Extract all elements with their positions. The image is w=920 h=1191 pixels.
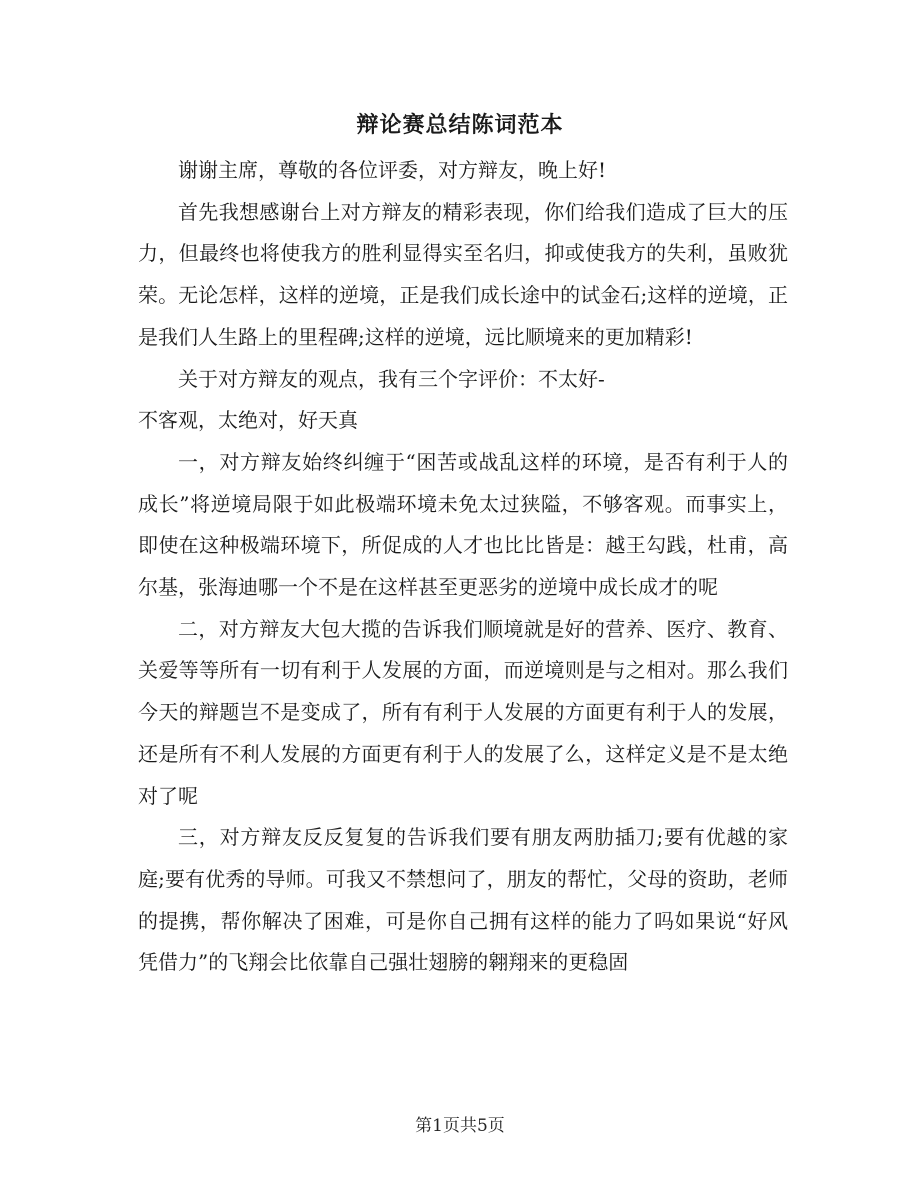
- document-title: 辩论赛总结陈词范本: [356, 112, 564, 138]
- paragraph-evaluation-words: 不客观，太绝对，好天真: [138, 408, 358, 433]
- paragraph-greeting: 谢谢主席，尊敬的各位评委，对方辩友，晚上好!: [178, 158, 607, 182]
- page-number-footer: 第1页共5页: [415, 1116, 505, 1136]
- paragraph-thanks: 首先我想感谢台上对方辩友的精彩表现，你们给我们造成了巨大的压力，但最终也将使我方的胜利显得实至名归，抑或使我方的失利，虽败犹荣。无论怎样，这样的逆境，正是我们成长途中的试金石;这样的逆境，正是我们人生路上的里程碑;这样的逆境，远比顺境来的更加精彩!: [138, 199, 788, 349]
- document-body: [138, 150, 788, 984]
- paragraph-point-two: 二，对方辩友大包大揽的告诉我们顺境就是好的营养、医疗、教育、关爱等等所有一切有利于人发展的方面，而逆境则是与之相对。那么我们今天的辩题岂不是变成了，所有有利于人发展的方面更有利于人的发展，还是所有不利人发展的方面更有利于人的发展了么，这样定义是不是太绝对了呢: [138, 616, 788, 808]
- paragraph-evaluation-intro: 关于对方辩友的观点，我有三个字评价：不太好-: [178, 366, 605, 391]
- paragraph-point-one: 一，对方辩友始终纠缠于“困苦或战乱这样的环境，是否有利于人的成长”将逆境局限于如此极端环境未免太过狭隘，不够客观。而事实上，即使在这种极端环境下，所促成的人才也比比皆是：越王勾践，杜甫，高尔基，张海迪哪一个不是在这样甚至更恶劣的逆境中成长成才的呢: [138, 449, 788, 600]
- paragraph-point-three: 三，对方辩友反反复复的告诉我们要有朋友两肋插刀;要有优越的家庭;要有优秀的导师。可我又不禁想问了，朋友的帮忙，父母的资助，老师的提携，帮你解决了困难，可是你自己拥有这样的能力了吗如果说“好风凭借力”的飞翔会比依靠自己强壮翅膀的翱翔来的更稳固: [138, 825, 788, 975]
